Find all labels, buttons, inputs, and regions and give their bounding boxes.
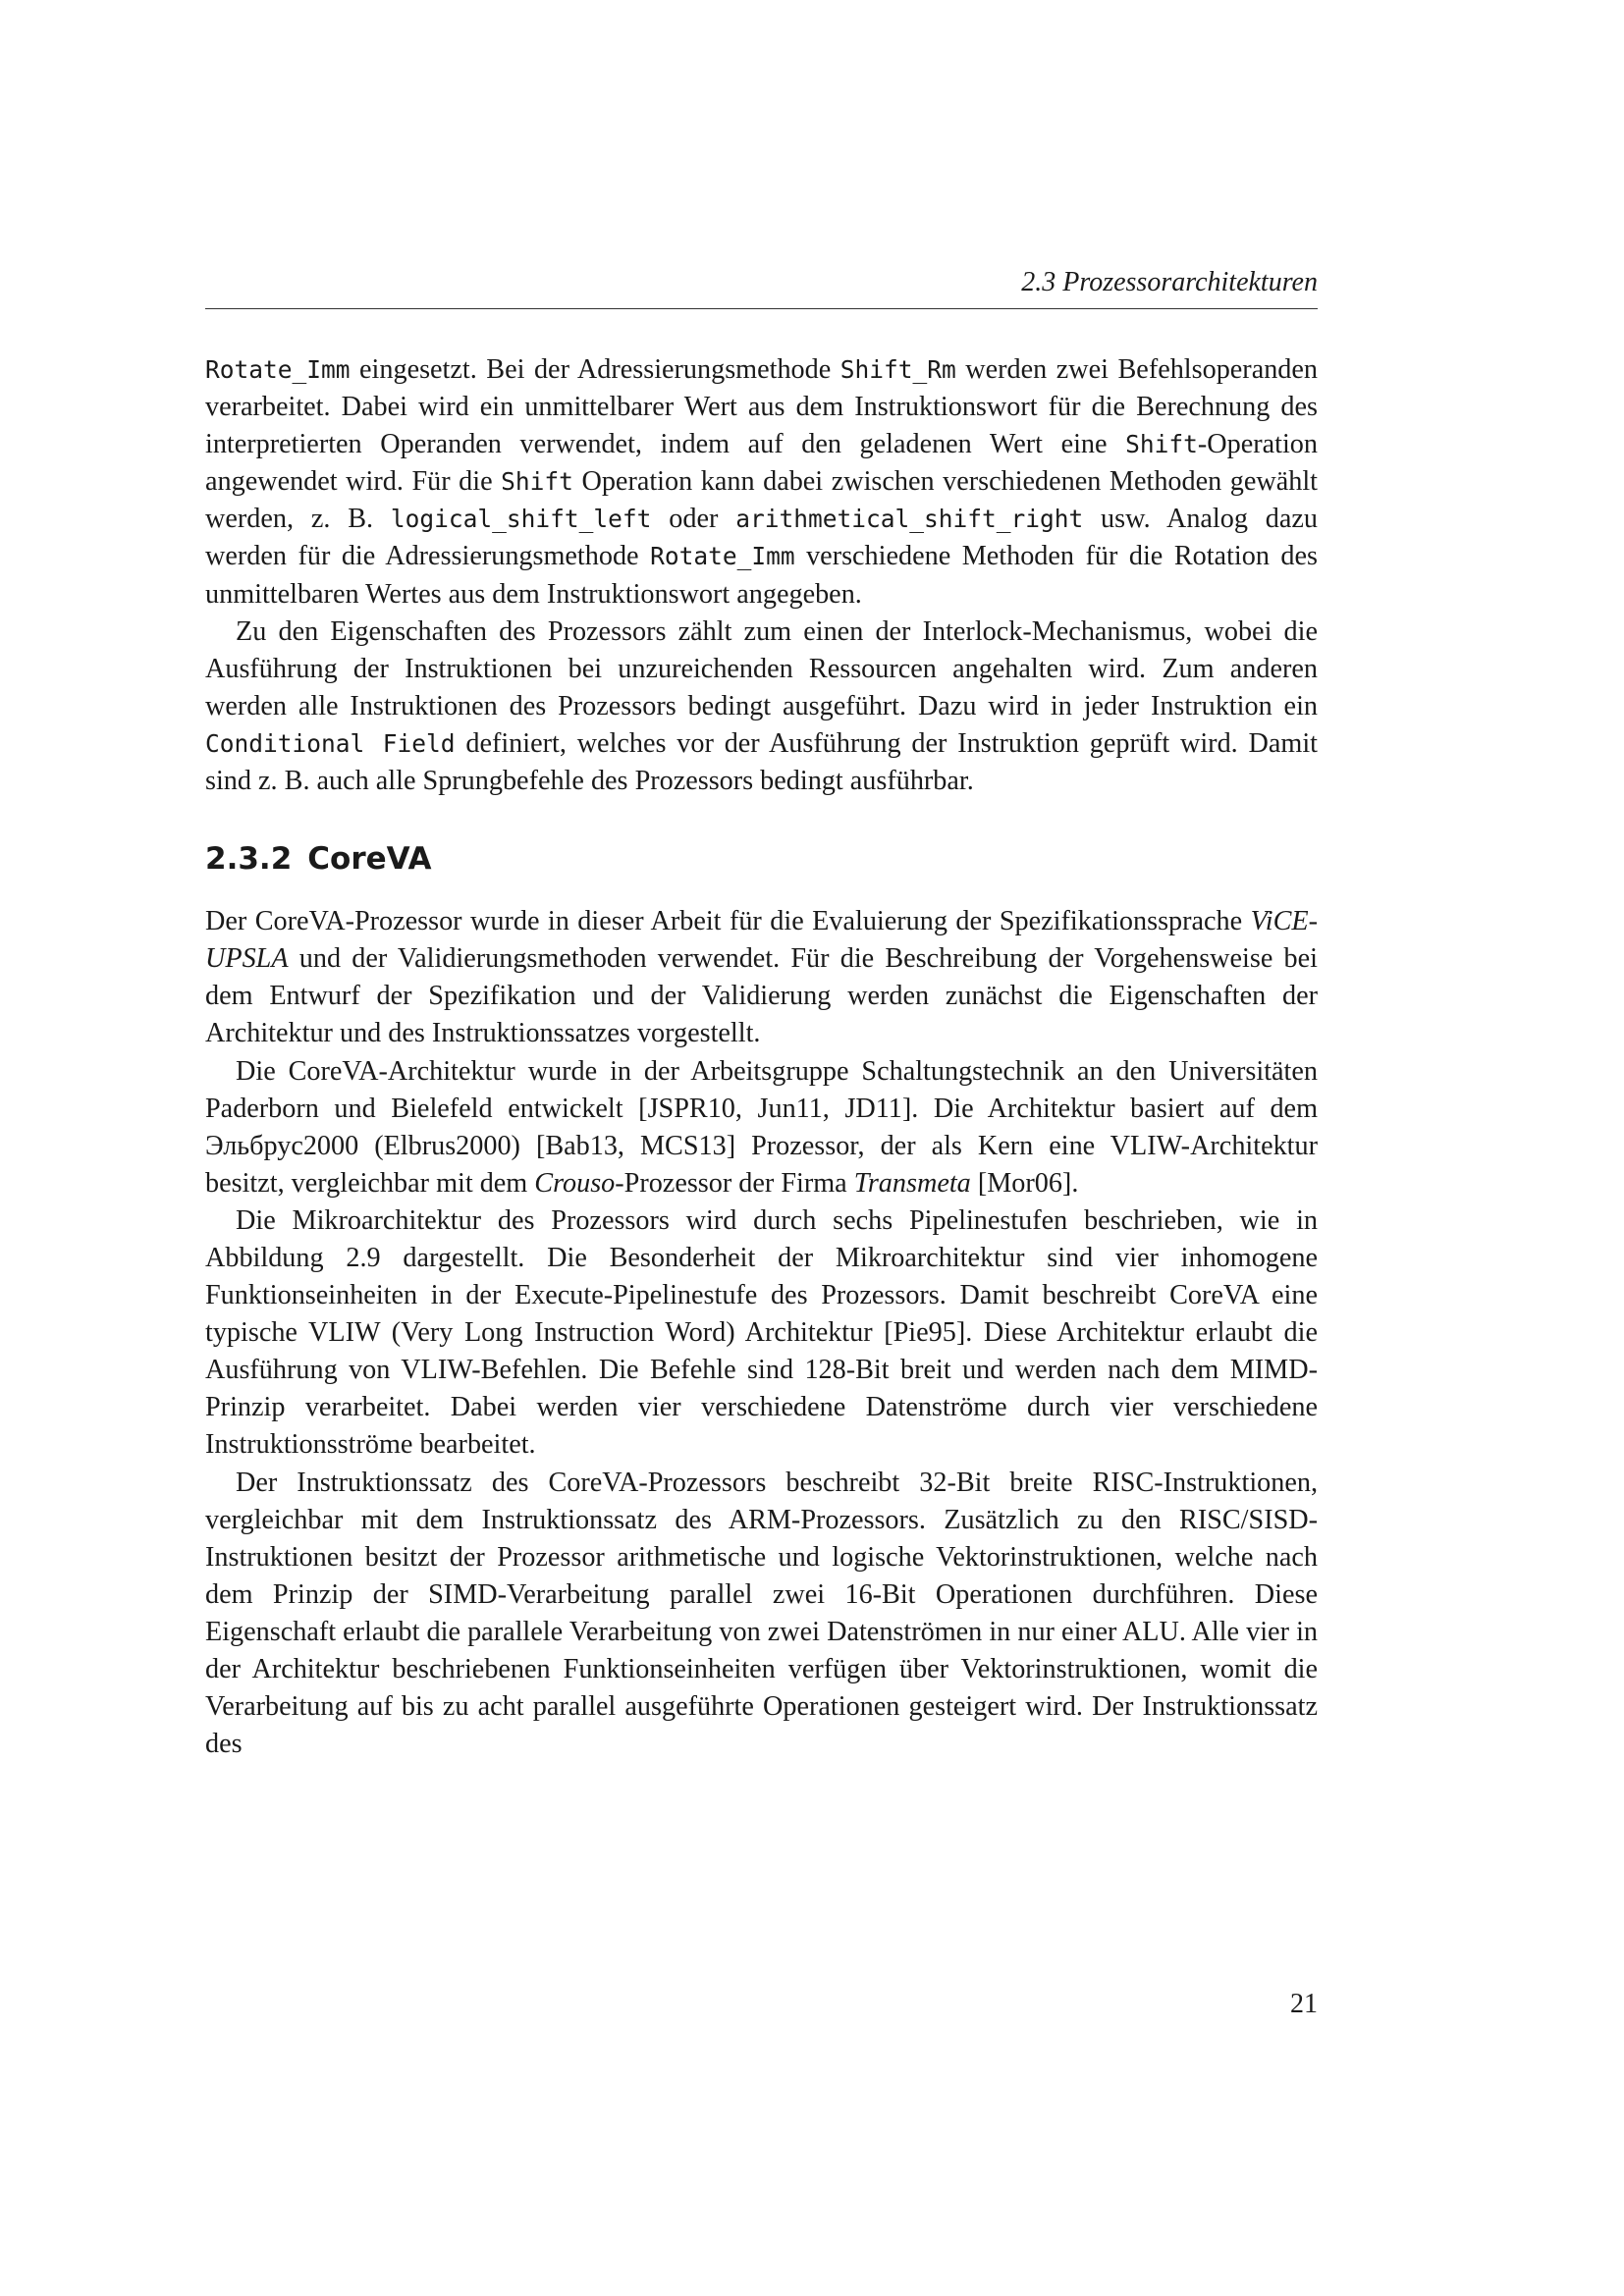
code-shift: Shift: [1125, 430, 1198, 459]
section-number: 2.3.2: [205, 841, 293, 878]
section-heading: [205, 839, 1318, 879]
emphasis-vice-upsla: ViCE-UPSLA: [205, 906, 1318, 975]
code-arithmetical-shift-right: arithmetical_shift_right: [735, 505, 1084, 534]
paragraph-4: Die CoreVA-Architektur wurde in der Arbeitsgruppe Schaltungstechnik an den Universitäten Paderborn und Bielefeld entwickelt [JSPR10, Jun11, JD11]. Die Architektur basiert auf dem Эльбрус2000 (Elbrus2000) [Bab13, MCS13] Prozessor, der als Kern eine VLIW-Architektur besitzt, vergleichbar mit dem Crouso-Prozessor der Firma Transmeta [Mor06].: [205, 1055, 1318, 1199]
running-head: 2.3 Prozessorarchitekturen: [205, 265, 1318, 309]
code-rotate-imm: Rotate_Imm: [205, 355, 351, 384]
emphasis-crouso: Crouso: [534, 1167, 616, 1199]
section-title: CoreVA: [307, 841, 432, 878]
code-shift: Shift: [501, 467, 573, 497]
paragraph-5: Die Mikroarchitektur des Prozessors wird durch sechs Pipelinestufen beschrieben, wie in Abbildung 2.9 dargestellt. Die Besonderheit der Mikroarchitektur sind vier inhomogene Funktionseinheiten in der Execute-Pipelinestufe des Prozessors. Damit beschreibt CoreVA eine typische VLIW (Very Long Instruction Word) Architektur [Pie95]. Diese Architektur erlaubt die Ausführung von VLIW-Befehlen. Die Befehle sind 128-Bit breit und werden nach dem MIMD-Prinzip verarbeitet. Dabei werden vier verschiedene Datenströme durch vier verschiedene Instruktionsströme bearbeitet.: [205, 1204, 1318, 1461]
paragraph-2: Zu den Eigenschaften des Prozessors zählt zum einen der Interlock-Mechanismus, wobei die Ausführung der Instruktionen bei unzureichenden Ressourcen angehalten wird. Zum anderen werden alle Instruktionen des Prozessors bedingt ausgeführt. Dazu wird in jeder Instruktion ein Conditional Field definiert, welches vor der Ausführung der Instruktion geprüft wird. Damit sind z. B. auch alle Sprungbefehle des Prozessors bedingt ausführbar.: [205, 615, 1318, 797]
code-shift-rm: Shift_Rm: [839, 355, 956, 384]
paragraph-1: Rotate_Imm eingesetzt. Bei der Adressierungsmethode Shift_Rm werden zwei Befehlsoperanden verarbeitet. Dabei wird ein unmittelbarer Wert aus dem Instruktionswort für die Berechnung des interpretierten Operanden verwendet, indem auf den geladenen Wert eine Shift-Operation angewendet wird. Für die Shift Operation kann dabei zwischen verschiedenen Methoden gewählt werden, z. B. logical_shift_left oder arithmetical_shift_right usw. Analog dazu werden für die Adressierungsmethode Rotate_Imm verschiedene Methoden für die Rotation des unmittelbaren Wertes aus dem Instruktionswort angegeben.: [205, 354, 1318, 610]
code-rotate-imm: Rotate_Imm: [650, 542, 795, 571]
code-conditional-field: Conditional Field: [205, 728, 456, 758]
paragraph-3: Der CoreVA-Prozessor wurde in dieser Arbeit für die Evaluierung der Spezifikationssprache ViCE-UPSLA und der Validierungsmethoden verwendet. Für die Beschreibung der Vorgehensweise bei dem Entwurf der Spezifikation und der Validierung werden zunächst die Eigenschaften der Architektur und des Instruktionssatzes vorgestellt.: [205, 906, 1318, 1049]
body-text: [205, 351, 1318, 1763]
emphasis-transmeta: Transmeta: [853, 1167, 971, 1199]
code-logical-shift-left: logical_shift_left: [390, 505, 652, 534]
page-number: 21: [1290, 1989, 1318, 2019]
paragraph-6: Der Instruktionssatz des CoreVA-Prozessors beschreibt 32-Bit breite RISC-Instruktionen, vergleichbar mit dem Instruktionssatz des ARM-Prozessors. Zusätzlich zu den RISC/SISD-Instruktionen besitzt der Prozessor arithmetische und logische Vektorinstruktionen, welche nach dem Prinzip der SIMD-Verarbeitung parallel zwei 16-Bit Operationen durchführen. Diese Eigenschaft erlaubt die parallele Verarbeitung von zwei Datenströmen in nur einer ALU. Alle vier in der Architektur beschriebenen Funktionseinheiten verfügen über Vektorinstruktionen, womit die Verarbeitung auf bis zu acht parallel ausgeführte Operationen gesteigert wird. Der Instruktionssatz des: [205, 1467, 1318, 1760]
